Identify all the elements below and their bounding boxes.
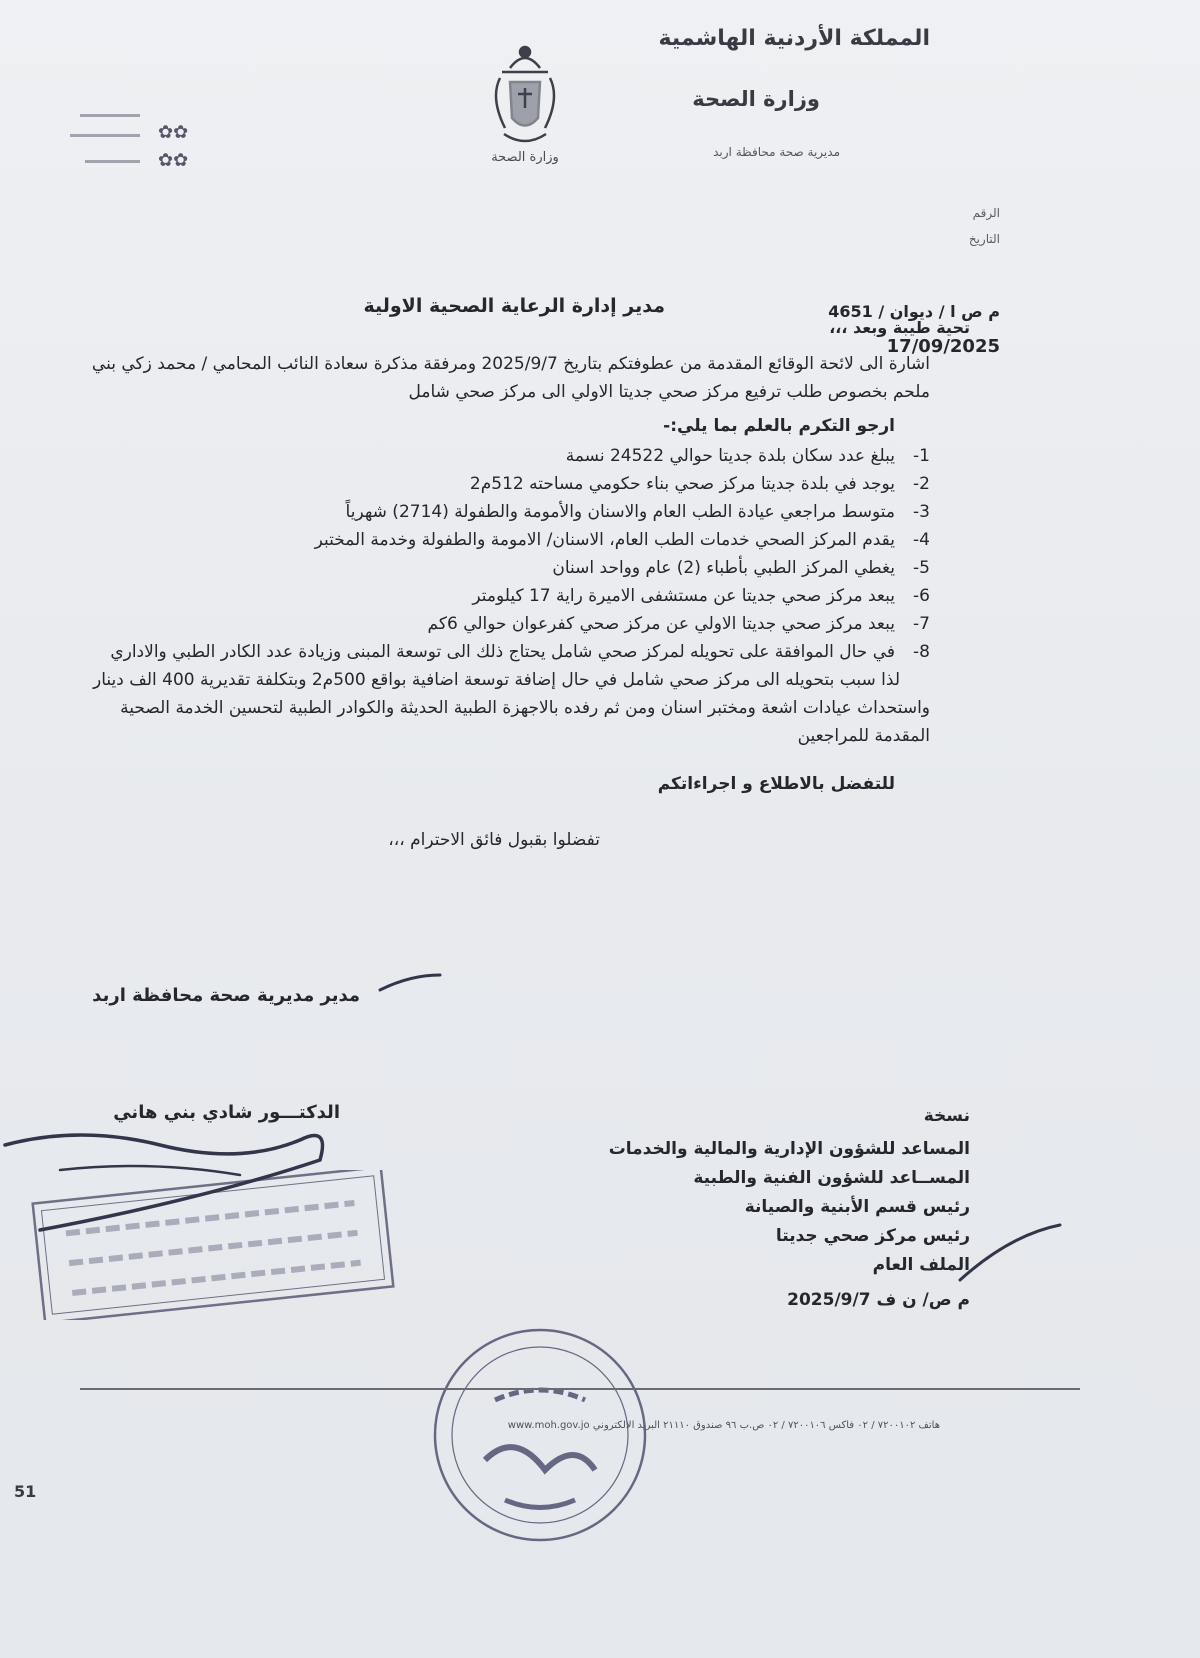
svg-text:✿✿: ✿✿: [158, 122, 189, 143]
list-item: 7- يبعد مركز صحي جديتا الاولي عن مركز صحي كفرعوان حوالي 6كم: [427, 614, 930, 634]
emblem-label: وزارة الصحة: [491, 150, 559, 165]
letter-body: [70, 350, 930, 854]
copies-heading: نسخة: [923, 1106, 970, 1126]
closing-regards: تفضلوا بقبول فائق الاحترام ،،،: [388, 830, 600, 850]
list-item: 2- يوجد في بلدة جديتا مركز صحي بناء حكومي مساحته 512م2: [469, 474, 930, 494]
ref-label: الرقم: [972, 206, 1000, 220]
list-item: 4- يقدم المركز الصحي خدمات الطب العام، الاسنان/ الامومة والطفولة وخدمة المختبر: [314, 530, 930, 550]
ref-labels: [940, 200, 1000, 252]
round-stamp-icon: [425, 1320, 655, 1550]
signatory-name: الدكتـــور شادي بني هاني: [113, 1102, 340, 1123]
kingdom-name: المملكة الأردنية الهاشمية: [658, 26, 930, 51]
closing-request: للتفضل بالاطلاع و اجراءاتكم: [657, 774, 895, 794]
copy-recipient: المســاعد للشؤون الفنية والطبية: [693, 1168, 970, 1188]
copies-reference: م ص/ ن ف 2025/9/7: [787, 1290, 970, 1310]
list-item: 1- يبلغ عدد سكان بلدة جديتا حوالي 24522 نسمة: [565, 446, 930, 466]
list-item: 6- يبعد مركز صحي جديتا عن مستشفى الاميرة راية 17 كيلومتر: [472, 586, 930, 606]
reference-number: م ص ا / ديوان / 4651: [828, 302, 1000, 321]
date-label: التاريخ: [968, 232, 1000, 246]
rectangular-stamp-icon: [28, 1170, 398, 1320]
request-line: ارجو التكرم بالعلم بما يلي:-: [663, 416, 895, 436]
list-item: 3- متوسط مراجعي عيادة الطب العام والاسنان والأمومة والطفولة (2714) شهرياً: [345, 502, 930, 522]
letter-date: 17/09/2025: [886, 336, 1000, 357]
ministry-name: وزارة الصحة: [692, 87, 820, 111]
copy-recipient: رئيس قسم الأبنية والصيانة: [744, 1197, 970, 1217]
copy-recipient: رئيس مركز صحي جديتا: [775, 1226, 970, 1246]
signatory-title: مدير مديرية صحة محافظة اربد: [92, 985, 360, 1006]
greeting: تحية طيبة وبعد ،،،: [829, 318, 970, 337]
crown-emblem-icon: [480, 38, 570, 158]
page-number: 51: [14, 1482, 37, 1501]
quality-logo-icon: [70, 108, 220, 188]
list-item: 5- يغطي المركز الطبي بأطباء (2) عام وواحد اسنان: [552, 558, 930, 578]
facts-list: [70, 442, 930, 666]
letterhead: [630, 26, 930, 159]
svg-text:✿✿: ✿✿: [158, 150, 189, 171]
proposal-paragraph: لذا سبب بتحويله الى مركز صحي شامل في حال إضافة توسعة اضافية بواقع 500م2 وبتكلفة تقديرية 400 الف دينار واستحداث عيادات اشعة ومختبر اسنان ومن ثم رفده بالاجهزة الطبية الحديثة والكوادر الطبية لتحسين الخدمة الصحية المقدمة للمراجعين: [93, 670, 930, 746]
addressee: مدير إدارة الرعاية الصحية الاولية: [363, 295, 665, 317]
copies-block: [510, 1102, 970, 1315]
list-item: 8- في حال الموافقة على تحويله لمركز صحي شامل يحتاج ذلك الى توسعة المبنى وزيادة عدد الكادر الطبي والاداري: [110, 642, 930, 662]
copy-recipient: الملف العام: [872, 1255, 970, 1275]
copy-recipient: المساعد للشؤون الإدارية والمالية والخدمات: [608, 1139, 970, 1159]
directorate-name: مديرية صحة محافظة اربد: [713, 145, 840, 159]
footer-divider: [80, 1388, 1080, 1390]
footer-contact: هاتف ٧٢٠٠١٠٢ / ٠٢ فاكس ٧٢٠٠١٠٦ / ٠٢ ص.ب ٩٦ صندوق ٢١١١٠ البريد الالكتروني www.moh.gov.jo: [507, 1420, 940, 1431]
intro-paragraph: اشارة الى لائحة الوقائع المقدمة من عطوفتكم بتاريخ 2025/9/7 ومرفقة مذكرة سعادة النائب المحامي / محمد زكي بني ملحم بخصوص طلب ترفيع مركز صحي جديتا الاولي الى مركز صحي شامل: [91, 354, 930, 402]
